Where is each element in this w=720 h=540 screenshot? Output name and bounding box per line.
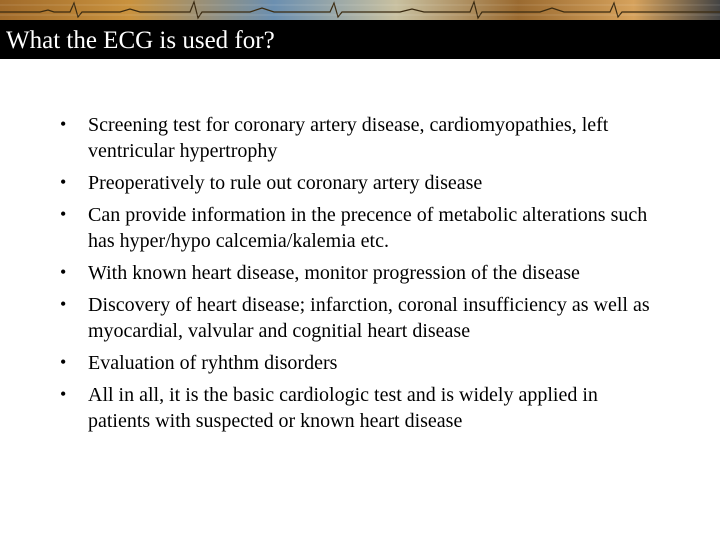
ecg-waveform-icon xyxy=(0,0,720,20)
bullet-dot-icon: • xyxy=(60,294,67,314)
bullet-item xyxy=(60,170,660,196)
bullet-dot-icon: • xyxy=(60,352,67,372)
bullet-dot-icon: • xyxy=(60,172,67,192)
bullet-item xyxy=(60,292,660,344)
bullet-list xyxy=(60,112,660,440)
bullet-text: Screening test for coronary artery disease, cardiomyopathies, left ventricular hypertrophy xyxy=(88,114,609,162)
bullet-dot-icon: • xyxy=(60,384,67,404)
bullet-item xyxy=(60,260,660,286)
bullet-item xyxy=(60,112,660,164)
bullet-item xyxy=(60,350,660,376)
bullet-dot-icon: • xyxy=(60,114,67,134)
ecg-strip-image xyxy=(0,0,720,20)
bullet-dot-icon: • xyxy=(60,204,67,224)
bullet-text: Can provide information in the precence of metabolic alterations such has hyper/hypo calcemia/kalemia etc. xyxy=(88,204,648,252)
bullet-text: Preoperatively to rule out coronary artery disease xyxy=(88,172,483,194)
bullet-text: All in all, it is the basic cardiologic test and is widely applied in patients with suspected or known heart disease xyxy=(88,384,598,432)
bullet-dot-icon: • xyxy=(60,262,67,282)
bullet-text: Evaluation of ryhthm disorders xyxy=(88,352,338,374)
bullet-text: Discovery of heart disease; infarction, coronal insufficiency as well as myocardial, valvular and cognitial heart disease xyxy=(88,294,650,342)
slide-title: What the ECG is used for? xyxy=(6,27,275,54)
bullet-item xyxy=(60,382,660,434)
bullet-text: With known heart disease, monitor progression of the disease xyxy=(88,262,580,284)
bullet-item xyxy=(60,202,660,254)
